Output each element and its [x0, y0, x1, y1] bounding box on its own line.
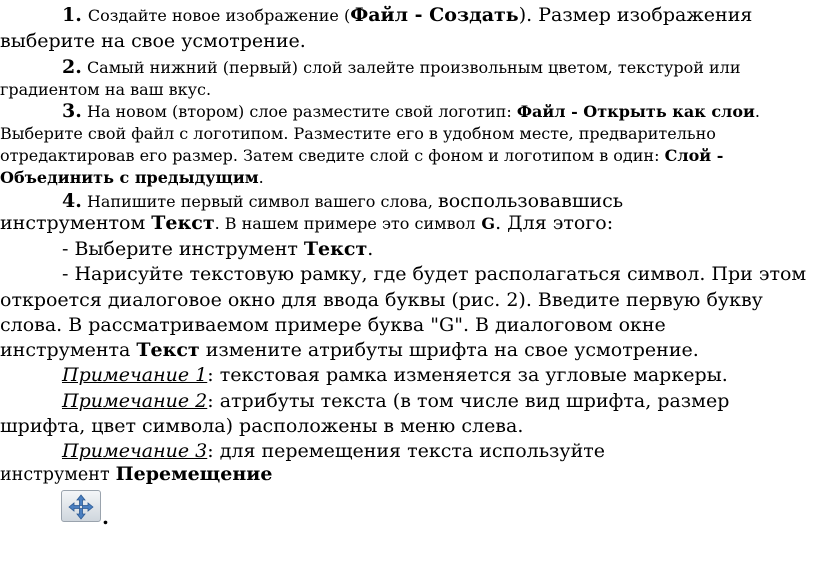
p3-line4: [0, 168, 264, 187]
p3-number: 3.: [62, 100, 82, 122]
p4-line1: [62, 190, 623, 212]
p4-text-c: инструментом: [0, 212, 146, 234]
step2-line4: [0, 339, 699, 361]
p1-text-a: Создайте новое изображение (: [87, 6, 351, 25]
p3-text-c: отредактировав его размер. Затем сведите слой с фоном и логотипом в один:: [0, 146, 660, 165]
end-dot: .: [102, 505, 109, 529]
note1-text: : текстовая рамка изменяется за угловые маркеры.: [207, 364, 728, 386]
p1-text-b: ). Размер изображения: [518, 4, 753, 26]
p1-menu-path: Файл - Создать: [350, 4, 519, 26]
p4-symbol: G: [481, 214, 496, 233]
step2-text-a: инструмента: [0, 339, 131, 361]
note3-text-b: инструмент: [0, 465, 110, 485]
step1-text: - Выберите инструмент: [62, 238, 298, 260]
p2-line2: градиентом на ваш вкус.: [0, 80, 212, 99]
p3-menu-path-2a: Слой -: [664, 146, 724, 165]
note2-label: Примечание 2: [62, 390, 208, 412]
p4-number: 4.: [62, 190, 82, 212]
p3-menu-path-1: Файл - Открыть как слои: [516, 102, 755, 121]
p3-menu-path-2b: Объединить с предыдущим: [0, 168, 259, 187]
p3-text-a: На новом (втором) слое разместите свой логотип:: [86, 102, 512, 121]
p3-line2: Выберите свой файл с логотипом. Разместите его в удобном месте, предварительно: [0, 124, 716, 143]
p2-line1: [62, 56, 741, 78]
step2-line1: - Нарисуйте текстовую рамку, где будет располагаться символ. При этом: [62, 263, 807, 285]
step1-end: .: [367, 238, 374, 260]
p2-number: 2.: [62, 56, 82, 78]
p4-text-e: . Для этого:: [495, 212, 614, 234]
note1-label: Примечание 1: [62, 364, 208, 386]
note2-text: : атрибуты текста (в том числе вид шрифта, размер: [207, 390, 730, 412]
move-tool-icon: [61, 490, 101, 522]
p3-line1: [62, 100, 760, 122]
step2-text-b: измените атрибуты шрифта на свое усмотрение.: [205, 339, 699, 361]
note3-tool-name: Перемещение: [115, 463, 273, 485]
p3-text-end: .: [258, 168, 264, 187]
step2-tool-name: Текст: [136, 339, 200, 361]
p4-text-d: . В нашем примере это символ: [214, 214, 476, 233]
step2-line3: слова. В рассматриваемом примере буква "G". В диалоговом окне: [0, 314, 666, 336]
step2-line2: откроется диалоговое окно для ввода буквы (рис. 2). Введите первую букву: [0, 289, 763, 311]
p4-line2: [0, 212, 613, 234]
note1-line: [62, 364, 728, 386]
p1-line1: [62, 4, 752, 26]
p2-text: Самый нижний (первый) слой залейте произвольным цветом, текстурой или: [86, 58, 741, 77]
p4-tool-name: Текст: [151, 212, 215, 234]
p4-text-a: Напишите первый символ вашего слова,: [86, 192, 433, 211]
note3-line2: [0, 463, 272, 485]
note2-line2: шрифта, цвет символа) расположены в меню слева.: [0, 415, 524, 437]
p4-text-b: воспользовавшись: [438, 190, 624, 212]
step1-line: [62, 238, 373, 260]
p1-line2: выберите на свое усмотрение.: [0, 30, 306, 52]
note3-line1: [62, 440, 605, 462]
step1-tool-name: Текст: [303, 238, 368, 260]
note2-line1: [62, 390, 729, 412]
note3-label: Примечание 3: [62, 440, 208, 462]
p3-line3: [0, 146, 723, 165]
p3-text-b: .: [754, 102, 760, 121]
note3-text: : для перемещения текста используйте: [207, 440, 606, 462]
p1-number: 1.: [62, 4, 82, 26]
move-arrows-icon: [67, 493, 95, 521]
